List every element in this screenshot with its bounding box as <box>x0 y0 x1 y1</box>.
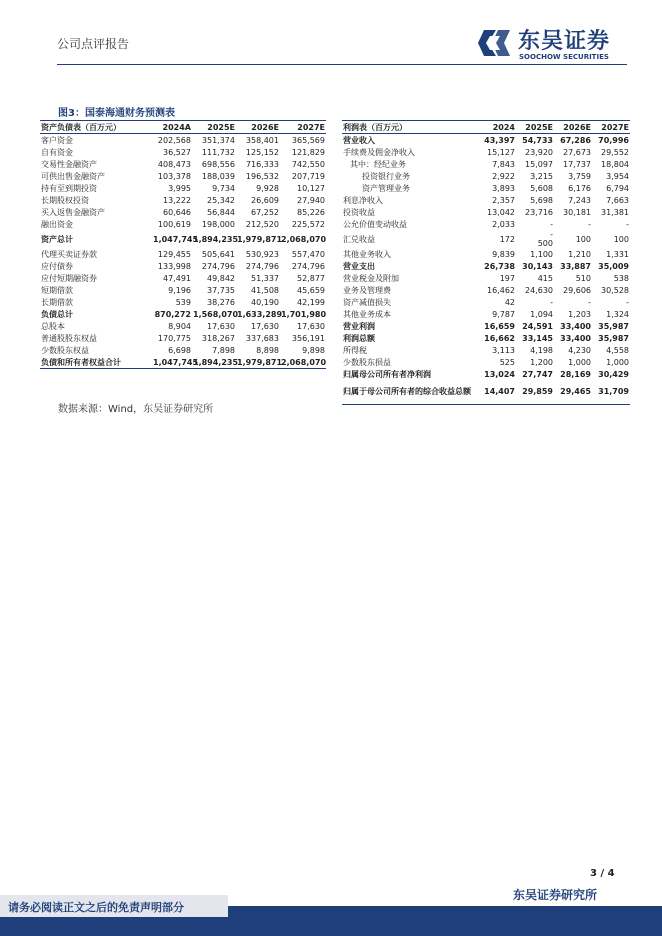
row-label: 买入返售金融资产 <box>41 207 105 217</box>
table-row <box>342 272 630 284</box>
row-value: 365,569 <box>291 135 325 145</box>
table-row <box>342 320 630 332</box>
row-value: 17,737 <box>563 159 591 169</box>
row-value-line: 500 <box>537 239 553 248</box>
row-value: 121,829 <box>291 147 325 157</box>
row-value: 1,894,235 <box>193 357 239 367</box>
table-row <box>40 206 326 218</box>
row-value: 4,198 <box>530 345 553 355</box>
row-value: 274,796 <box>291 261 325 271</box>
row-value: 408,473 <box>157 159 191 169</box>
row-value: 17,630 <box>297 321 325 331</box>
table-row <box>40 134 326 147</box>
table-row <box>342 332 630 344</box>
column-header-year: 2025E <box>192 121 236 134</box>
row-label: 归属母公司所有者净利润 <box>343 369 431 379</box>
row-label: 短期借款 <box>41 285 73 295</box>
row-value: 42 <box>504 297 515 307</box>
table-row <box>40 356 326 369</box>
row-value: 698,556 <box>201 159 235 169</box>
row-label: 资产总计 <box>41 234 73 244</box>
row-value: 6,794 <box>606 183 629 193</box>
table-row <box>342 134 630 147</box>
row-value: 30,528 <box>601 285 629 295</box>
column-header-year: 2024 <box>478 121 516 134</box>
row-value: 25,342 <box>207 195 235 205</box>
row-value: 5,698 <box>530 195 553 205</box>
balance-header-row <box>40 121 326 134</box>
row-value: 358,401 <box>245 135 279 145</box>
row-value: 10,127 <box>297 183 325 193</box>
row-value: 1,568,070 <box>193 309 239 319</box>
row-value: 1,210 <box>568 249 591 259</box>
row-label: 资产管理业务 <box>362 183 410 193</box>
row-value: 9,196 <box>168 285 191 295</box>
row-value: 100 <box>575 234 591 244</box>
row-value: 35,009 <box>598 261 629 271</box>
row-value: 172 <box>499 234 515 244</box>
row-value: 60,646 <box>163 207 191 217</box>
row-value: 557,470 <box>291 249 325 259</box>
row-label: 营业支出 <box>343 261 375 271</box>
row-value: 30,429 <box>598 369 629 379</box>
row-value: 56,844 <box>207 207 235 217</box>
row-label: 长期股权投资 <box>41 195 89 205</box>
row-value: 38,276 <box>207 297 235 307</box>
row-label: 营业利润 <box>343 321 375 331</box>
row-value: 356,191 <box>291 333 325 343</box>
row-value: 198,000 <box>201 219 235 229</box>
income-statement-column <box>342 120 630 405</box>
row-value: 2,068,070 <box>281 234 327 244</box>
row-value: 538 <box>613 273 629 283</box>
row-value: 13,024 <box>484 369 515 379</box>
row-value: 133,998 <box>157 261 191 271</box>
row-label: 公允价值变动收益 <box>343 219 407 229</box>
row-label: 少数股东权益 <box>41 345 89 355</box>
income-statement-table <box>342 120 630 405</box>
row-value: 9,839 <box>492 249 515 259</box>
row-value: 510 <box>575 273 591 283</box>
row-value: 18,804 <box>601 159 629 169</box>
row-value: 7,898 <box>212 345 235 355</box>
row-value: 4,230 <box>568 345 591 355</box>
page-number: 3 / 4 <box>590 868 615 879</box>
balance-sheet-table <box>40 120 326 369</box>
table-row <box>40 146 326 158</box>
row-value: 51,337 <box>251 273 279 283</box>
row-value: 33,145 <box>522 333 553 343</box>
table-row <box>342 308 630 320</box>
row-value: 9,898 <box>302 345 325 355</box>
table-row <box>40 182 326 194</box>
row-value: 1,000 <box>606 357 629 367</box>
table-row <box>40 230 326 248</box>
row-label: 投资收益 <box>343 207 375 217</box>
row-label: 负债总计 <box>41 309 73 319</box>
row-value: 17,630 <box>207 321 235 331</box>
table-row <box>40 158 326 170</box>
row-value: 188,039 <box>201 171 235 181</box>
row-value <box>516 230 554 248</box>
row-value-line: - <box>550 230 553 239</box>
row-label: 融出资金 <box>41 219 73 229</box>
row-value: 30,181 <box>563 207 591 217</box>
column-header-label: 利润表（百万元） <box>342 121 478 134</box>
row-value: 100,619 <box>157 219 191 229</box>
row-value: 7,663 <box>606 195 629 205</box>
column-header-year: 2027E <box>592 121 630 134</box>
table-row <box>342 146 630 158</box>
row-value: 70,996 <box>598 135 629 145</box>
row-label: 自有资金 <box>41 147 73 157</box>
table-row <box>342 344 630 356</box>
row-value: 29,606 <box>563 285 591 295</box>
column-header-year: 2024A <box>152 121 192 134</box>
row-value: 47,491 <box>163 273 191 283</box>
row-value: 26,738 <box>484 261 515 271</box>
row-value: - <box>626 219 629 229</box>
footer-firm-name: 东吴证券研究所 <box>513 888 598 902</box>
row-value: 24,630 <box>525 285 553 295</box>
row-label: 汇兑收益 <box>343 234 375 244</box>
row-value: 5,608 <box>530 183 553 193</box>
row-value: 23,920 <box>525 147 553 157</box>
row-value: 1,701,980 <box>281 309 327 319</box>
row-label: 普通股股东权益 <box>41 333 97 343</box>
row-value: 67,286 <box>560 135 591 145</box>
table-row <box>40 296 326 308</box>
row-label: 代理买卖证券款 <box>41 249 97 259</box>
row-value: - <box>550 219 553 229</box>
row-value: 28,169 <box>560 369 591 379</box>
row-value: 9,787 <box>492 309 515 319</box>
row-value: 716,333 <box>245 159 279 169</box>
income-header-row <box>342 121 630 134</box>
row-value: 23,716 <box>525 207 553 217</box>
row-value: 1,331 <box>606 249 629 259</box>
table-row <box>342 158 630 170</box>
row-value: 3,759 <box>568 171 591 181</box>
row-value: 29,859 <box>516 380 554 405</box>
company-logo <box>476 24 626 64</box>
row-value: 1,047,745 <box>153 234 199 244</box>
row-label: 其他业务收入 <box>343 249 391 259</box>
row-value: 1,100 <box>530 249 553 259</box>
row-value: 13,222 <box>163 195 191 205</box>
row-value: 1,000 <box>568 357 591 367</box>
row-label: 归属于母公司所有者的综合收益总额 <box>342 380 478 405</box>
row-label: 负债和所有者权益合计 <box>40 356 152 369</box>
row-label: 利息净收入 <box>343 195 383 205</box>
table-row <box>342 284 630 296</box>
row-value: 415 <box>537 273 553 283</box>
row-value: 539 <box>175 297 191 307</box>
column-header-year: 2026E <box>554 121 592 134</box>
row-value: 27,673 <box>563 147 591 157</box>
row-value: 505,641 <box>201 249 235 259</box>
row-label: 手续费及佣金净收入 <box>343 147 415 157</box>
row-value: 7,243 <box>568 195 591 205</box>
row-value: 85,226 <box>297 207 325 217</box>
row-label: 持有至到期投资 <box>41 183 97 193</box>
row-value: 351,374 <box>201 135 235 145</box>
row-value: 207,719 <box>291 171 325 181</box>
row-value: - <box>626 297 629 307</box>
row-value: 42,199 <box>297 297 325 307</box>
row-value: 24,591 <box>522 321 553 331</box>
table-row <box>342 356 630 368</box>
table-row <box>342 230 630 248</box>
row-value: 33,887 <box>560 261 591 271</box>
logo-chinese-name: 东吴证券 <box>518 29 611 54</box>
row-value: 29,552 <box>601 147 629 157</box>
row-value: 103,378 <box>157 171 191 181</box>
row-value: 16,462 <box>487 285 515 295</box>
row-value: 170,775 <box>157 333 191 343</box>
row-value: 1,894,235 <box>193 234 239 244</box>
row-value: 67,252 <box>251 207 279 217</box>
row-label: 少数股东损益 <box>343 357 391 367</box>
row-label: 总股本 <box>41 321 65 331</box>
table-row <box>342 194 630 206</box>
balance-sheet-column <box>40 120 326 369</box>
row-label: 投资银行业务 <box>362 171 410 181</box>
row-value: 8,904 <box>168 321 191 331</box>
row-value: 9,734 <box>212 183 235 193</box>
column-header-year: 2027E <box>280 121 326 134</box>
row-label: 交易性金融资产 <box>41 159 97 169</box>
table-row <box>40 272 326 284</box>
row-value: 2,068,070 <box>281 357 327 367</box>
table-row <box>342 218 630 230</box>
row-label: 资产减值损失 <box>343 297 391 307</box>
row-value: 15,097 <box>525 159 553 169</box>
row-value: 49,842 <box>207 273 235 283</box>
row-value: 7,843 <box>492 159 515 169</box>
row-value: 225,572 <box>291 219 325 229</box>
row-value: 274,796 <box>245 261 279 271</box>
figure-title: 图3：国泰海通财务预测表 <box>58 108 175 119</box>
row-label: 所得税 <box>343 345 367 355</box>
row-value: 3,995 <box>168 183 191 193</box>
row-label: 可供出售金融资产 <box>41 171 105 181</box>
row-value: 197 <box>499 273 515 283</box>
row-value: 2,033 <box>492 219 515 229</box>
row-label: 其他业务成本 <box>343 309 391 319</box>
row-value: 2,922 <box>492 171 515 181</box>
row-value: 870,272 <box>154 309 191 319</box>
row-value: 6,176 <box>568 183 591 193</box>
row-label: 应付短期融资券 <box>41 273 97 283</box>
row-value: 26,609 <box>251 195 279 205</box>
table-row <box>342 206 630 218</box>
row-value: 530,923 <box>245 249 279 259</box>
table-row <box>40 332 326 344</box>
table-row <box>342 260 630 272</box>
row-value: 40,190 <box>251 297 279 307</box>
column-header-year: 2026E <box>236 121 280 134</box>
table-row <box>342 170 630 182</box>
column-header-label: 资产负债表（百万元） <box>40 121 152 134</box>
row-value: - <box>588 297 591 307</box>
column-header-year: 2025E <box>516 121 554 134</box>
row-value: 1,203 <box>568 309 591 319</box>
report-type-label: 公司点评报告 <box>57 37 130 51</box>
row-value: 30,143 <box>522 261 553 271</box>
row-value: 337,683 <box>245 333 279 343</box>
row-value: 33,400 <box>560 333 591 343</box>
row-value: 2,357 <box>492 195 515 205</box>
row-value: 6,698 <box>168 345 191 355</box>
table-row <box>40 320 326 332</box>
row-value: 525 <box>499 357 515 367</box>
row-value: 31,709 <box>592 380 630 405</box>
table-row <box>342 296 630 308</box>
row-value: 1,047,745 <box>153 357 199 367</box>
header-divider <box>57 64 627 65</box>
table-row <box>342 368 630 380</box>
table-row <box>40 308 326 320</box>
row-value: 9,928 <box>256 183 279 193</box>
row-label: 营业收入 <box>343 135 375 145</box>
row-value: 36,527 <box>163 147 191 157</box>
row-value: 274,796 <box>201 261 235 271</box>
row-value: 54,733 <box>522 135 553 145</box>
row-value: 3,893 <box>492 183 515 193</box>
table-row <box>40 170 326 182</box>
row-value: 27,940 <box>297 195 325 205</box>
row-value: 1,979,871 <box>237 234 283 244</box>
row-value: 318,267 <box>201 333 235 343</box>
table-row <box>40 248 326 260</box>
row-value: 1,094 <box>530 309 553 319</box>
row-value: 129,455 <box>157 249 191 259</box>
row-value: 35,987 <box>598 321 629 331</box>
row-label: 客户资金 <box>41 135 73 145</box>
row-value: 52,877 <box>297 273 325 283</box>
row-value: - <box>550 297 553 307</box>
row-value: 212,520 <box>245 219 279 229</box>
row-value: 3,954 <box>606 171 629 181</box>
row-label: 业务及管理费 <box>343 285 391 295</box>
row-value: 14,407 <box>478 380 516 405</box>
row-value: 8,898 <box>256 345 279 355</box>
row-value: 196,532 <box>245 171 279 181</box>
row-value: 111,732 <box>201 147 235 157</box>
row-value: 35,987 <box>598 333 629 343</box>
table-row <box>40 284 326 296</box>
row-value: 31,381 <box>601 207 629 217</box>
row-value: 1,633,289 <box>237 309 283 319</box>
table-row <box>40 260 326 272</box>
row-label: 其中：经纪业务 <box>350 159 406 169</box>
row-value: 16,662 <box>484 333 515 343</box>
source-note: 数据来源：Wind，东吴证券研究所 <box>58 404 214 415</box>
row-value: 1,979,871 <box>237 357 283 367</box>
row-value: 29,465 <box>554 380 592 405</box>
row-value: 33,400 <box>560 321 591 331</box>
row-value: 202,568 <box>157 135 191 145</box>
table-row <box>40 194 326 206</box>
table-row <box>40 344 326 356</box>
row-label: 利润总额 <box>343 333 375 343</box>
row-label: 应付债券 <box>41 261 73 271</box>
table-row <box>342 380 630 405</box>
row-label: 营业税金及附加 <box>343 273 399 283</box>
row-value: 1,200 <box>530 357 553 367</box>
row-value: 4,558 <box>606 345 629 355</box>
row-value: 37,735 <box>207 285 235 295</box>
row-value: 1,324 <box>606 309 629 319</box>
row-value: 100 <box>613 234 629 244</box>
logo-english-name: SOOCHOW SECURITIES <box>519 53 609 61</box>
row-value: 45,659 <box>297 285 325 295</box>
row-value: 43,397 <box>484 135 515 145</box>
row-value: 16,659 <box>484 321 515 331</box>
row-value: 125,152 <box>245 147 279 157</box>
soochow-logo-icon <box>476 24 514 62</box>
table-row <box>342 248 630 260</box>
row-value: 15,127 <box>487 147 515 157</box>
row-value: 3,215 <box>530 171 553 181</box>
table-row <box>342 182 630 194</box>
footer-disclaimer: 请务必阅读正文之后的免责声明部分 <box>8 901 184 914</box>
row-value: 27,747 <box>522 369 553 379</box>
row-value: 41,508 <box>251 285 279 295</box>
row-value: 742,550 <box>291 159 325 169</box>
row-value: 17,630 <box>251 321 279 331</box>
row-value: 13,042 <box>487 207 515 217</box>
row-value: - <box>588 219 591 229</box>
table-row <box>40 218 326 230</box>
row-label: 长期借款 <box>41 297 73 307</box>
row-value: 3,113 <box>492 345 515 355</box>
